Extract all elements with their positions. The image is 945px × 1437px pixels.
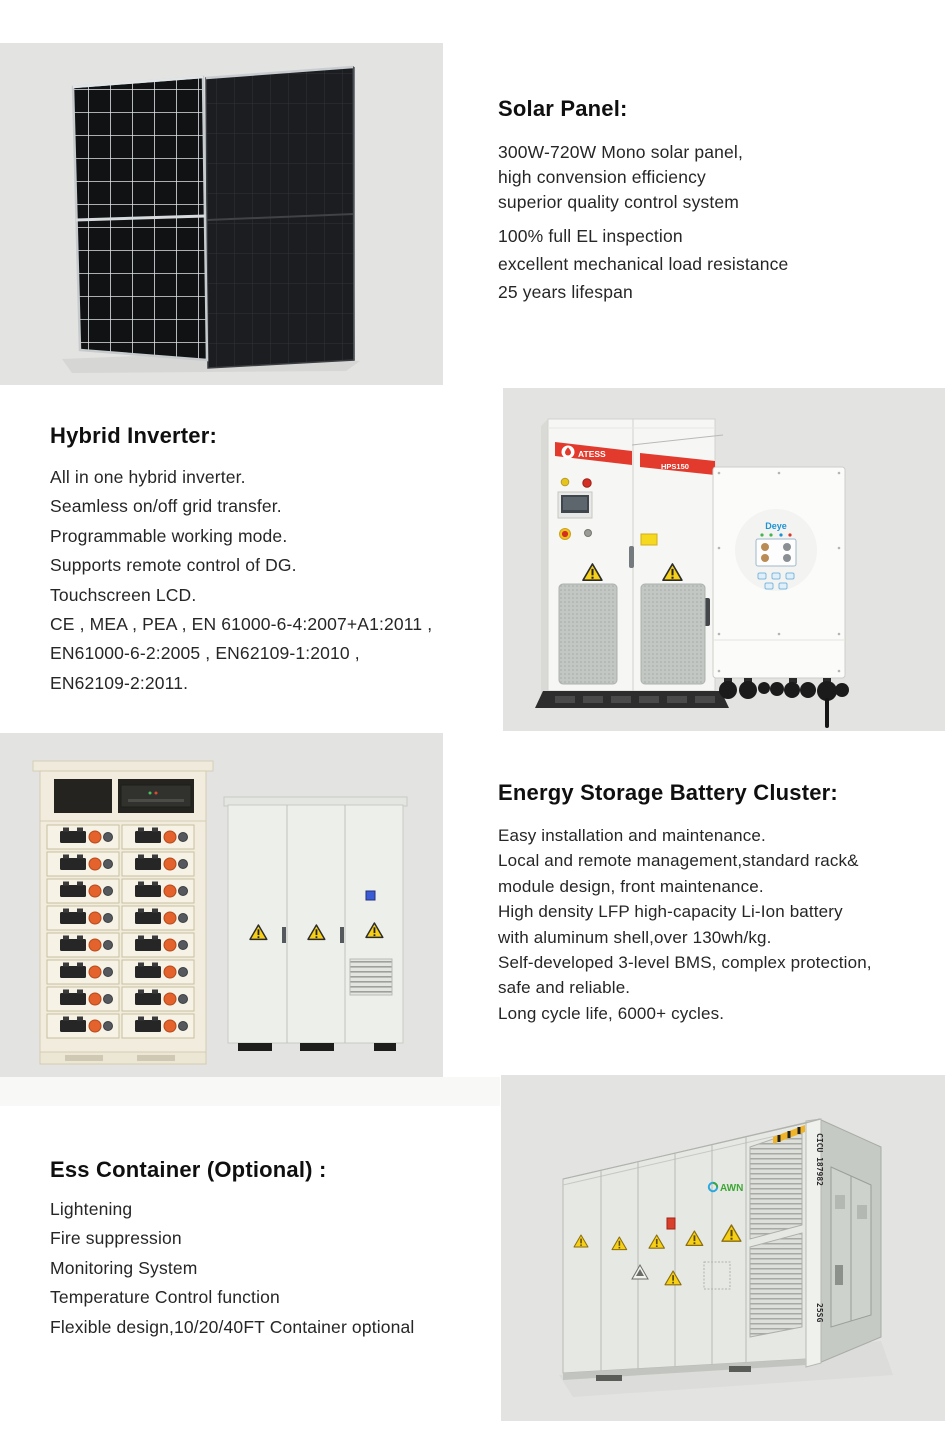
hybrid-inverter-lines bbox=[50, 463, 495, 698]
battery-heading: Energy Storage Battery Cluster: bbox=[498, 780, 838, 805]
vent-mesh-right bbox=[641, 584, 705, 684]
text-line: Long cycle life, 6000+ cycles. bbox=[498, 1003, 725, 1023]
text-line: Lightening bbox=[50, 1199, 133, 1219]
text-line: Monitoring System bbox=[50, 1257, 198, 1278]
text-line: Seamless on/off grid transfer. bbox=[50, 496, 282, 517]
ess-container-lines bbox=[50, 1195, 495, 1342]
awn-brand-label: AWN bbox=[720, 1183, 744, 1194]
battery-cluster-photo bbox=[0, 733, 443, 1077]
text-line: EN62109-2:2011. bbox=[50, 672, 189, 693]
door-handle bbox=[629, 546, 634, 568]
hybrid-inverter-photo bbox=[503, 388, 945, 731]
ess-container-photo bbox=[501, 1075, 945, 1421]
text-line: Programmable working mode. bbox=[50, 525, 288, 546]
text-line: superior quality control system bbox=[498, 191, 739, 212]
text-line: 25 years lifespan bbox=[498, 281, 633, 302]
solar-paragraph-1 bbox=[498, 140, 945, 214]
container-code-label: CICU 187982 bbox=[815, 1133, 824, 1186]
touchscreen-lcd bbox=[558, 492, 592, 518]
text-line: 300W-720W Mono solar panel, bbox=[498, 142, 743, 162]
text-line: Self-developed 3-level BMS, complex protection, bbox=[498, 953, 872, 973]
ess-container-text bbox=[50, 1157, 495, 1342]
text-line: safe and reliable. bbox=[498, 978, 631, 998]
solar-paragraph-2 bbox=[498, 223, 945, 306]
container-corner-post bbox=[806, 1119, 824, 1367]
text-line: module design, front maintenance. bbox=[498, 876, 764, 896]
ess-container-heading: Ess Container (Optional) : bbox=[50, 1157, 327, 1182]
door-handle bbox=[340, 927, 344, 943]
hybrid-inverter-illustration bbox=[503, 388, 945, 731]
container-side-face bbox=[819, 1119, 881, 1363]
door-handle bbox=[282, 927, 286, 943]
upper-louver-vent bbox=[750, 1129, 802, 1239]
text-line: Local and remote management,standard rack& bbox=[498, 851, 859, 871]
battery-cluster-text bbox=[498, 780, 945, 1026]
battery-rack-cabinet bbox=[33, 761, 213, 1064]
battery-cabinet-3door bbox=[224, 797, 407, 1051]
text-line: CE , MEA , PEA , EN 61000-6-4:2007+A1:2011 , bbox=[50, 614, 433, 635]
mono-grid-solar-panel bbox=[73, 77, 207, 360]
container-front-face bbox=[563, 1123, 806, 1381]
text-line: excellent mechanical load resistance bbox=[498, 253, 789, 274]
text-line: EN61000-6-2:2005 , EN62109-1:2010 , bbox=[50, 643, 360, 664]
text-line: Flexible design,10/20/40FT Container optional bbox=[50, 1316, 415, 1337]
solar-panels-illustration bbox=[0, 43, 443, 385]
text-line: All in one hybrid inverter. bbox=[50, 467, 246, 487]
cable-glands bbox=[719, 678, 849, 701]
text-line: Easy installation and maintenance. bbox=[498, 826, 766, 845]
atess-brand-label: ATESS bbox=[578, 449, 606, 459]
battery-cluster-illustration bbox=[0, 733, 443, 1077]
solar-panel-text bbox=[498, 96, 945, 306]
cabinet-feet bbox=[238, 1043, 396, 1051]
red-indicator-button bbox=[583, 479, 591, 487]
text-line: Supports remote control of DG. bbox=[50, 555, 297, 576]
atess-cabinet bbox=[535, 419, 729, 708]
text-line: Temperature Control function bbox=[50, 1287, 280, 1308]
yellow-warning-sticker bbox=[641, 534, 657, 545]
wall-mounted-inverter bbox=[713, 467, 849, 726]
battery-lines bbox=[498, 823, 945, 1026]
photo-bottom-fade bbox=[0, 1077, 500, 1106]
text-line: 100% full EL inspection bbox=[498, 226, 683, 247]
solar-panels-photo bbox=[0, 43, 443, 385]
text-line: with aluminum shell,over 130wh/kg. bbox=[498, 927, 772, 947]
hybrid-inverter-heading: Hybrid Inverter: bbox=[50, 423, 218, 448]
container-size-label: 25SG bbox=[815, 1303, 824, 1323]
gray-knob bbox=[585, 530, 592, 537]
all-black-solar-panel bbox=[206, 67, 354, 368]
text-line: Touchscreen LCD. bbox=[50, 584, 197, 605]
vent-mesh-left bbox=[559, 584, 617, 684]
text-line: High density LFP high-capacity Li-Ion battery bbox=[498, 902, 843, 922]
blue-control-box bbox=[366, 891, 375, 900]
text-line: Fire suppression bbox=[50, 1228, 182, 1249]
lower-louver-vent bbox=[750, 1233, 802, 1337]
model-label: HPS150 bbox=[661, 462, 689, 471]
text-line: high convension efficiency bbox=[498, 166, 706, 187]
hybrid-inverter-text bbox=[50, 423, 495, 698]
ess-container-illustration bbox=[501, 1075, 945, 1421]
louver-vent bbox=[350, 959, 392, 995]
deye-brand-label: Deye bbox=[765, 521, 787, 531]
red-safety-label bbox=[667, 1218, 675, 1229]
solar-heading: Solar Panel: bbox=[498, 96, 628, 121]
inverter-display bbox=[756, 539, 796, 566]
bms-controller bbox=[121, 785, 191, 807]
yellow-indicator-light bbox=[561, 478, 569, 486]
